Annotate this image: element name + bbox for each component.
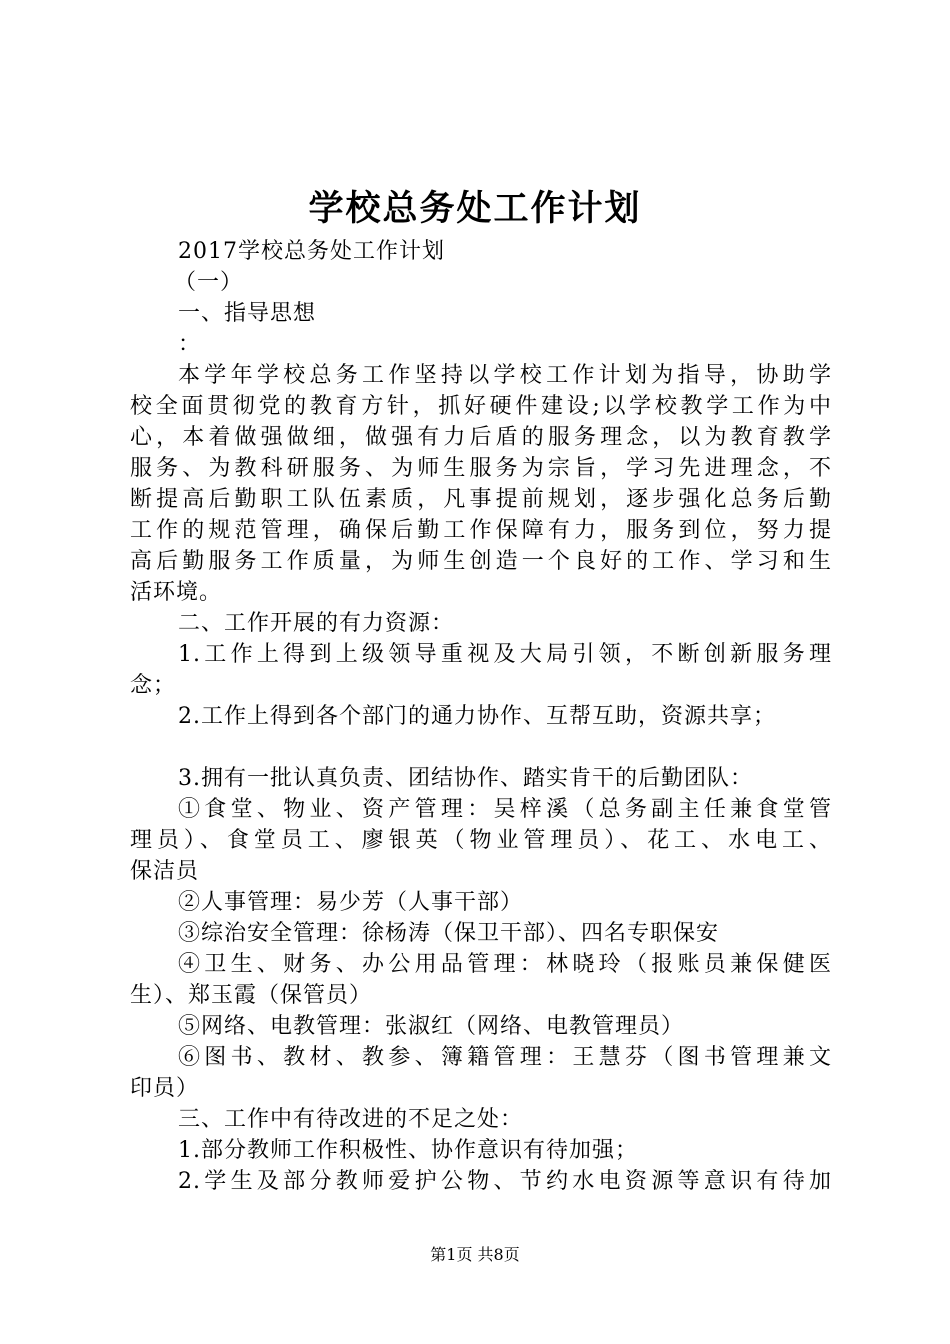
list-item-line: 保洁员	[130, 859, 200, 884]
paragraph-line: 校全面贯彻党的教育方针，抓好硬件建设;以学校教学工作为中	[130, 394, 832, 419]
list-item-line: 印员）	[130, 1076, 200, 1101]
list-item-line: 生）、郑玉霞（保管员）	[130, 983, 373, 1008]
document-title: 学校总务处工作计划	[308, 188, 642, 229]
colon-line: ：	[178, 332, 202, 357]
paragraph-line: 工作的规范管理，确保后勤工作保障有力，服务到位，努力提	[130, 518, 832, 543]
subtitle-line: 2017学校总务处工作计划	[178, 239, 445, 264]
page-footer: 第1页 共8页	[430, 1245, 520, 1264]
paragraph-line: 心，本着做强做细，做强有力后盾的服务理念，以为教育教学	[130, 425, 832, 450]
list-item-line: 3.拥有一批认真负责、团结协作、踏实肯干的后勤团队：	[178, 766, 753, 791]
blank-line	[130, 732, 832, 763]
list-item-line: 理员）、食堂员工、廖银英（物业管理员）、花工、水电工、	[130, 828, 832, 853]
section-heading-guiding-thought: 一、指导思想	[178, 301, 317, 326]
paragraph-line: 服务、为教科研服务、为师生服务为宗旨，学习先进理念，不	[130, 456, 832, 481]
section-number-line: （一）	[174, 270, 244, 295]
paragraph-line: 断提高后勤职工队伍素质，凡事提前规划，逐步强化总务后勤	[130, 487, 832, 512]
paragraph-line: 高后勤服务工作质量，为师生创造一个良好的工作、学习和生	[130, 549, 832, 574]
list-item-line: 1.工作上得到上级领导重视及大局引领，不断创新服务理	[178, 642, 832, 667]
paragraph-line: 本学年学校总务工作坚持以学校工作计划为指导，协助学	[178, 363, 832, 388]
document-body	[130, 236, 832, 1197]
list-item-line: ②人事管理：易少芳（人事干部）	[178, 890, 524, 915]
paragraph-line: 活环境。	[130, 580, 223, 605]
list-item-line: 1.部分教师工作积极性、协作意识有待加强；	[178, 1138, 638, 1163]
list-item-line: 2.工作上得到各个部门的通力协作、互帮互助，资源共享；	[178, 704, 776, 729]
list-item-line: ⑥图书、教材、教参、簿籍管理：王慧芬（图书管理兼文	[178, 1045, 832, 1070]
section-heading-shortcomings: 三、工作中有待改进的不足之处：	[178, 1107, 524, 1132]
section-heading-resources: 二、工作开展的有力资源：	[178, 611, 455, 636]
list-item-line: ④卫生、财务、办公用品管理：林晓玲（报账员兼保健医	[178, 952, 832, 977]
list-item-line: 念；	[130, 673, 177, 698]
list-item-line: ①食堂、物业、资产管理：吴梓溪（总务副主任兼食堂管	[178, 797, 832, 822]
list-item-line: 2.学生及部分教师爱护公物、节约水电资源等意识有待加	[178, 1169, 832, 1194]
list-item-line: ③综治安全管理：徐杨涛（保卫干部）、四名专职保安	[178, 921, 720, 946]
list-item-line: ⑤网络、电教管理：张淑红（网络、电教管理员）	[178, 1014, 685, 1039]
